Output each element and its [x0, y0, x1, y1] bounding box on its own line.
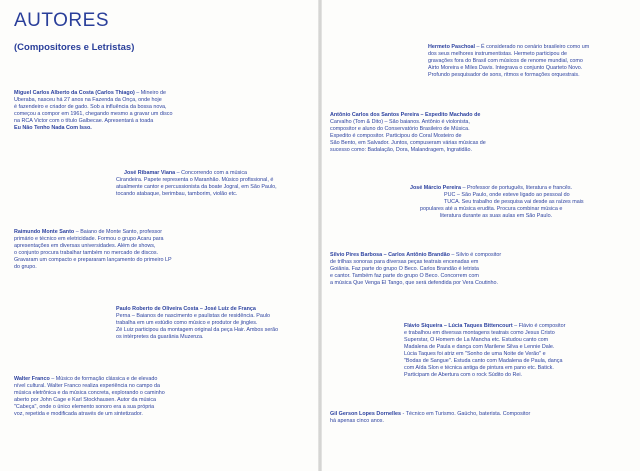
- author-name: Flávio Siqueira – Lúcia Taques Bittencourt: [404, 323, 513, 329]
- left-page: [0, 0, 318, 471]
- author-name: José Ribamar Viana: [124, 170, 176, 176]
- page-subtitle: (Compositores e Letristas): [14, 42, 135, 53]
- author-name: Paulo Roberto de Oliveira Costa – José Luiz de França: [116, 306, 256, 312]
- right-page: [322, 0, 640, 471]
- author-entry-raimundo-monte-santo: Raimundo Monte Santo – Baiano de Monte Santo, professor primário e técnico em eletricidade. Formou o grupo Acaru para apresentações em diversas universidades. Além de shows, o conjunto procura trabalhar também no mercado de discos. Gravaram um compacto e prepararam lançamento do primeiro LP do grupo.: [14, 229, 172, 270]
- page-title: AUTORES: [14, 10, 110, 31]
- author-entry-gil-gerson: Gil Gerson Lopes Dornelles - Técnico em Turismo. Gaúcho, baterista. Compositor há apenas cinco anos.: [330, 411, 531, 424]
- author-entry-flavio-siqueira: Flávio Siqueira – Lúcia Taques Bittencourt – Flávio é compositor e trabalhou em diversas montagens teatrais como Jesus Cristo Superstar, O Homem de La Mancha etc. Estudou canto com Madalena de Paula e dança com Marilene Silva e Lennie Dale. Lúcia Taques foi atriz em "Sonho de uma Noite de Verão" e "Bodas de Sangue". Estuda canto com Madalena de Paula, dança com Aída Slon e técnica antiga de pintura em pano etc. Batick. Participam de Abertura com o rock Súdito do Rei.: [404, 323, 566, 378]
- author-entry-jose-ribamar-viana: José Ribamar Viana – Concorrendo com a música Cirandeira. Papete representa o Maranhão. Músico profissional, é atualmente cantor e percussionista da boate Jogral, em São Paulo, tocando atabaque, berimbau, tamborim, violão etc.: [116, 170, 277, 197]
- song-title: Eu Não Tenho Nada Com Isso.: [14, 125, 92, 131]
- author-entry-silvio-pires-barbosa: Silvio Pires Barbosa – Carlos Antônio Brandão – Silvio é compositor de trilhas sonoras para diversas peças teatrais encenadas em Goiânia. Faz parte do grupo O Beco. Carlos Brandão é letrista e cantor. Também faz parte do grupo O Beco. Concorrem com a música Que Venga El Tango, que será defendida por Vera Coutinho.: [330, 252, 502, 286]
- author-entry-walter-franco: Walter Franco – Músico de formação clássica e de elevado nível cultural. Walter Franco realiza experiência no campo da música eletrônica e da música concreta, explorando o caminho aberto por John Cage e Karl Stockhausen. Autor da música "Cabeça", onde o único elemento sonoro era a sua própria voz, repetida e modificada através de um sintetizador.: [14, 376, 165, 417]
- author-entry-jose-marcio-pereira: José Márcio Pereira – Professor de português, literatura e francês. PUC – São Paulo, onde esteve ligado ao pessoal do TUCA. Seu trabalho de pesquisa vai desde as raízes mais populares até a música erudita. Procura combinar música e literatura durante as suas aulas em São Paulo.: [410, 185, 584, 219]
- author-entry-antonio-carlos: Antônio Carlos dos Santos Pereira – Expedito Machado de Carvalho (Tom & Dito) – São baianos. Antônio é violonista, compositor e aluno do Conservatório Brasileiro de Música. Expedito é compositor. Participou do Coral Mosteiro de São Bento, em Salvador. Juntos, compuseram várias músicas de sucesso como: Badalação, Dora, Malandragem, Ingratidão.: [330, 112, 486, 153]
- author-entry-carlos-thiago: Miguel Carlos Alberto da Costa (Carlos Thiago) – Mineiro de Uberaba, nasceu há 27 anos na Fazenda da Onça, onde hoje é fazendeiro e criador de gado. Sob a influência da bossa nova, começou a compor em 1961, chegando mesmo a gravar um disco na RCA Victor com o título Galbecae. Apresentará a toada Eu Não Tenho Nada Com Isso.: [14, 90, 173, 131]
- author-name: Antônio Carlos dos Santos Pereira – Expedito Machado de: [330, 112, 481, 118]
- author-name: Silvio Pires Barbosa – Carlos Antônio Brandão: [330, 252, 450, 258]
- author-name: José Márcio Pereira: [410, 185, 461, 191]
- author-name: Gil Gerson Lopes Dornelles: [330, 411, 401, 417]
- author-name: Hermeto Paschoal: [428, 44, 476, 50]
- author-entry-hermeto-paschoal: Hermeto Paschoal – É considerado no cenário brasileiro como um dos seus melhores instrumentistas. Hermeto participou de gravações fora do Brasil com músicos de renome mundial, como Airto Moreira e Miles Davis. Integrava o conjunto Quarteto Novo. Profundo pesquisador de sons, ritmos e formações orquestrais.: [428, 44, 590, 78]
- author-entry-paulo-roberto: Paulo Roberto de Oliveira Costa – José Luiz de França Perna – Baianos de nascimento e paulistas de residência. Paulo trabalha em um estúdio como músico e produtor de jingles. Zé Luiz participou da montagem original da peça Hair. Ambos serão os intérpretes da guarânia Muzenza.: [116, 306, 279, 340]
- author-name: Walter Franco: [14, 376, 50, 382]
- author-name: Raimundo Monte Santo: [14, 229, 75, 235]
- author-name: Miguel Carlos Alberto da Costa (Carlos Thiago): [14, 90, 135, 96]
